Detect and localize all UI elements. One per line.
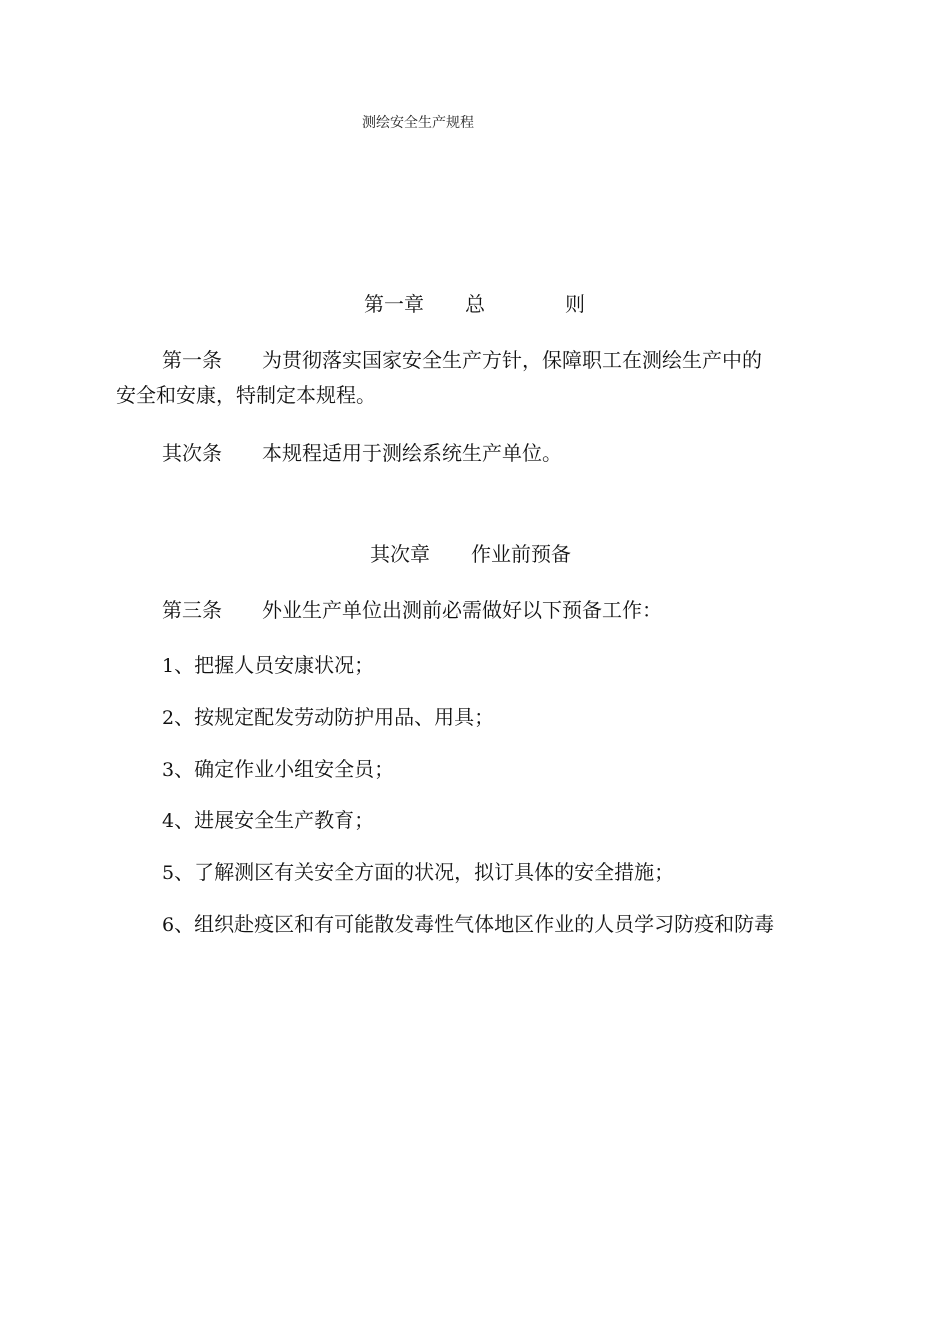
article-1-text-line2: 安全和安康，特制定本规程。 bbox=[116, 383, 376, 407]
list-item bbox=[162, 856, 674, 885]
list-item-text: 、确定作业小组安全员； bbox=[174, 757, 395, 781]
chapter-1-heading bbox=[364, 288, 604, 316]
document-header-title: 测绘安全生产规程 bbox=[362, 115, 474, 131]
article-1-text-line1: 为贯彻落实国家安全生产方针，保障职工在测绘生产中的 bbox=[262, 348, 762, 372]
article-2 bbox=[0, 437, 950, 467]
list-item bbox=[162, 649, 374, 678]
list-item-text: 、进展安全生产教育； bbox=[174, 808, 375, 832]
article-2-text: 本规程适用于测绘系统生产单位。 bbox=[262, 441, 562, 465]
chapter-2-label: 其次章 bbox=[370, 542, 430, 566]
article-2-label: 其次条 bbox=[162, 441, 222, 465]
article-3-label: 第三条 bbox=[162, 598, 222, 622]
article-1 bbox=[0, 344, 950, 414]
chapter-2-heading bbox=[370, 538, 610, 566]
chapter-1-label: 第一章 bbox=[364, 292, 424, 316]
list-item-number: 1 bbox=[162, 655, 175, 677]
list-item-text: 、了解测区有关安全方面的状况，拟订具体的安全措施； bbox=[174, 860, 675, 884]
list-item-number: 5 bbox=[162, 862, 175, 884]
list-item bbox=[162, 701, 494, 730]
list-item bbox=[162, 908, 774, 937]
list-item bbox=[162, 804, 374, 833]
chapter-1-title-part2: 则 bbox=[565, 292, 585, 316]
list-item-text: 、把握人员安康状况； bbox=[174, 653, 375, 677]
list-item-number: 2 bbox=[162, 707, 175, 729]
list-item-number: 6 bbox=[162, 914, 175, 936]
chapter-2-title: 作业前预备 bbox=[471, 542, 571, 566]
chapter-1-title-part1: 总 bbox=[465, 292, 485, 316]
article-3 bbox=[0, 594, 950, 624]
article-1-label: 第一条 bbox=[162, 348, 222, 372]
list-item-text: 、组织赴疫区和有可能散发毒性气体地区作业的人员学习防疫和防毒 bbox=[174, 912, 775, 936]
list-item-number: 4 bbox=[162, 810, 175, 832]
list-item bbox=[162, 753, 394, 782]
list-item-text: 、按规定配发劳动防护用品、用具； bbox=[174, 705, 495, 729]
list-item-number: 3 bbox=[162, 759, 175, 781]
article-3-text: 外业生产单位出测前必需做好以下预备工作： bbox=[262, 598, 662, 622]
